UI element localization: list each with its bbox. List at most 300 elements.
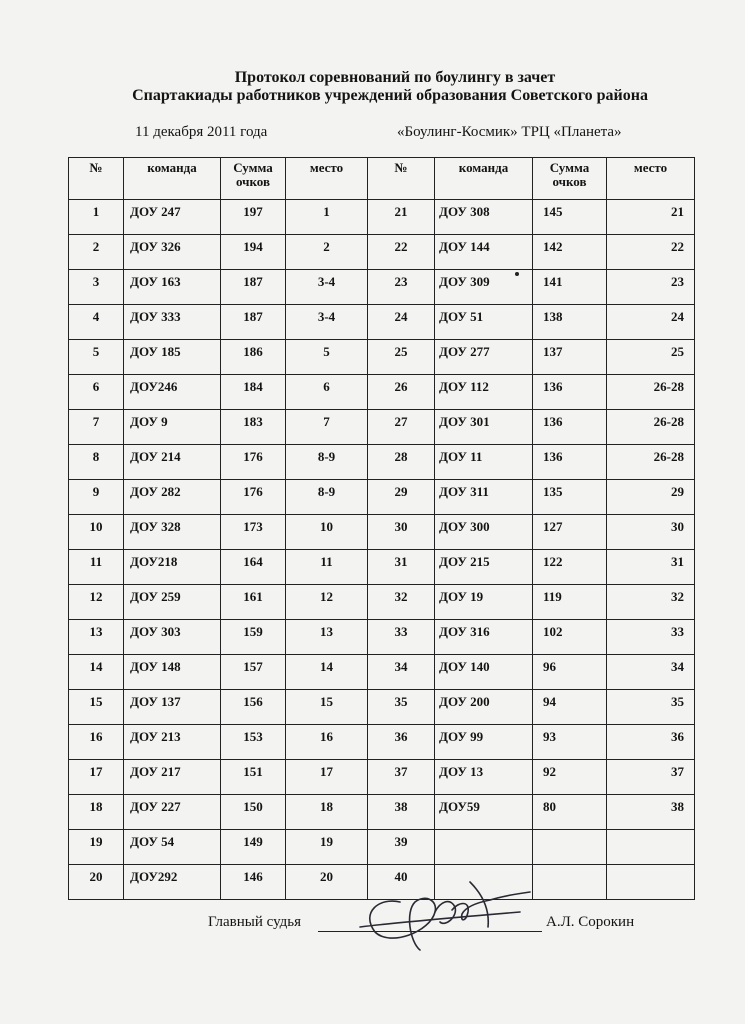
table-header-row <box>69 158 695 200</box>
team-score: 183 <box>243 414 263 429</box>
team-score: 176 <box>243 449 263 464</box>
row-number-2-cell <box>368 375 435 410</box>
team-place-2-cell <box>607 795 695 830</box>
team-score: 164 <box>243 554 263 569</box>
team-score-2-cell <box>533 515 607 550</box>
team-score-2: 80 <box>543 799 556 814</box>
team-name: ДОУ 214 <box>130 449 181 464</box>
team-name: ДОУ 282 <box>130 484 181 499</box>
header-number: № <box>69 158 124 200</box>
team-score: 187 <box>243 274 263 289</box>
row-number-cell <box>69 620 124 655</box>
table-row <box>69 375 695 410</box>
team-score-2-cell <box>533 445 607 480</box>
team-score-2: 135 <box>543 484 563 499</box>
team-score-2-cell <box>533 620 607 655</box>
team-place-cell <box>286 515 368 550</box>
row-number-cell <box>69 480 124 515</box>
team-place-2-cell <box>607 270 695 305</box>
team-place-2: 33 <box>671 624 684 639</box>
table-row <box>69 515 695 550</box>
team-place: 3-4 <box>317 309 336 324</box>
team-score-cell <box>221 690 286 725</box>
team-name: ДОУ 213 <box>130 729 181 744</box>
row-number-2: 23 <box>394 274 408 289</box>
team-score-2-cell <box>533 235 607 270</box>
row-number: 10 <box>89 519 103 534</box>
row-number: 19 <box>89 834 103 849</box>
team-name-cell <box>124 375 221 410</box>
team-name-2: ДОУ 200 <box>439 694 490 709</box>
team-place: 8-9 <box>317 484 336 499</box>
team-score-cell <box>221 445 286 480</box>
team-score-2: 137 <box>543 344 563 359</box>
table-row <box>69 410 695 445</box>
team-name: ДОУ 326 <box>130 239 181 254</box>
team-place-2: 36 <box>671 729 684 744</box>
row-number-2: 27 <box>394 414 408 429</box>
team-score-2 <box>533 830 606 834</box>
team-score-2 <box>533 865 606 869</box>
row-number: 6 <box>92 379 100 394</box>
team-name-2-cell <box>435 235 533 270</box>
team-place-2-cell <box>607 760 695 795</box>
team-score-2: 141 <box>543 274 563 289</box>
row-number-2: 28 <box>394 449 408 464</box>
team-score-2-cell <box>533 585 607 620</box>
team-place-2 <box>607 830 694 834</box>
row-number-cell <box>69 690 124 725</box>
team-place-2: 23 <box>671 274 684 289</box>
team-place-2: 22 <box>671 239 684 254</box>
team-score: 173 <box>243 519 263 534</box>
row-number-cell <box>69 865 124 900</box>
row-number-2-cell <box>368 340 435 375</box>
table-row <box>69 760 695 795</box>
team-name: ДОУ 328 <box>130 519 181 534</box>
team-score-cell <box>221 725 286 760</box>
row-number-2: 24 <box>394 309 408 324</box>
team-place-2: 26-28 <box>653 379 684 394</box>
team-place: 11 <box>320 554 333 569</box>
team-place-cell <box>286 410 368 445</box>
team-place: 8-9 <box>317 449 336 464</box>
team-name-cell <box>124 760 221 795</box>
team-place: 18 <box>320 799 333 814</box>
team-place: 1 <box>323 204 330 219</box>
table-row <box>69 480 695 515</box>
row-number-cell <box>69 235 124 270</box>
team-name-2: ДОУ 311 <box>439 484 489 499</box>
team-place-cell <box>286 830 368 865</box>
team-place-2-cell <box>607 690 695 725</box>
table-row <box>69 550 695 585</box>
team-score-2: 119 <box>543 589 562 604</box>
table-row <box>69 200 695 235</box>
team-place-2-cell <box>607 305 695 340</box>
team-name-cell <box>124 725 221 760</box>
team-score-2: 122 <box>543 554 563 569</box>
row-number: 18 <box>89 799 103 814</box>
team-score: 159 <box>243 624 263 639</box>
team-score-cell <box>221 795 286 830</box>
team-name-2: ДОУ 13 <box>439 764 484 779</box>
team-place-cell <box>286 200 368 235</box>
row-number-cell <box>69 200 124 235</box>
team-place: 14 <box>320 659 333 674</box>
row-number-2: 40 <box>394 869 408 884</box>
row-number-cell <box>69 270 124 305</box>
team-place-cell <box>286 620 368 655</box>
team-score-cell <box>221 410 286 445</box>
team-place-cell <box>286 270 368 305</box>
row-number-cell <box>69 725 124 760</box>
team-place: 13 <box>320 624 333 639</box>
table-row <box>69 585 695 620</box>
judge-name: А.Л. Сорокин <box>546 914 635 930</box>
team-score-2-cell <box>533 690 607 725</box>
team-name-2-cell <box>435 620 533 655</box>
team-score-2-cell <box>533 305 607 340</box>
row-number: 17 <box>89 764 103 779</box>
team-name-cell <box>124 200 221 235</box>
row-number: 15 <box>89 694 103 709</box>
row-number-2-cell <box>368 550 435 585</box>
team-name-2-cell <box>435 445 533 480</box>
team-place-cell <box>286 585 368 620</box>
team-score: 146 <box>243 869 263 884</box>
row-number-2-cell <box>368 760 435 795</box>
row-number-2: 36 <box>394 729 408 744</box>
team-score: 176 <box>243 484 263 499</box>
team-place: 2 <box>323 239 330 254</box>
team-score: 197 <box>243 204 263 219</box>
table-row <box>69 725 695 760</box>
row-number-2-cell <box>368 410 435 445</box>
team-name: ДОУ292 <box>130 869 178 884</box>
team-place-2: 25 <box>671 344 684 359</box>
event-venue: «Боулинг-Космик» ТРЦ «Планета» <box>397 124 622 140</box>
row-number: 2 <box>92 239 100 254</box>
team-place-2: 26-28 <box>653 449 684 464</box>
team-score-cell <box>221 270 286 305</box>
row-number-2: 25 <box>394 344 408 359</box>
header-team-2: команда <box>435 158 533 200</box>
team-name-2: ДОУ 11 <box>439 449 483 464</box>
row-number-2: 38 <box>394 799 408 814</box>
team-name: ДОУ246 <box>130 379 178 394</box>
team-score-2: 92 <box>543 764 556 779</box>
row-number-cell <box>69 340 124 375</box>
table-row <box>69 830 695 865</box>
row-number-2-cell <box>368 830 435 865</box>
team-score-2-cell <box>533 270 607 305</box>
team-place-2-cell <box>607 410 695 445</box>
row-number: 7 <box>92 414 100 429</box>
ink-speck <box>513 270 521 278</box>
row-number-cell <box>69 410 124 445</box>
team-name-cell <box>124 620 221 655</box>
team-score-2: 96 <box>543 659 556 674</box>
row-number: 20 <box>89 869 103 884</box>
row-number-cell <box>69 655 124 690</box>
team-place-2-cell <box>607 620 695 655</box>
row-number-cell <box>69 795 124 830</box>
team-name-2: ДОУ 144 <box>439 239 490 254</box>
team-place-2: 21 <box>671 204 684 219</box>
judge-signature-image <box>340 872 540 952</box>
team-name-2-cell <box>435 410 533 445</box>
row-number-2-cell <box>368 690 435 725</box>
team-place-cell <box>286 725 368 760</box>
row-number-cell <box>69 445 124 480</box>
row-number-2-cell <box>368 795 435 830</box>
team-name: ДОУ 163 <box>130 274 181 289</box>
team-score-2-cell <box>533 340 607 375</box>
team-name: ДОУ 148 <box>130 659 181 674</box>
team-score-cell <box>221 620 286 655</box>
row-number-2-cell <box>368 480 435 515</box>
team-name: ДОУ218 <box>130 554 178 569</box>
table-row <box>69 795 695 830</box>
team-name: ДОУ 333 <box>130 309 181 324</box>
event-date: 11 декабря 2011 года <box>135 124 268 140</box>
header-number-2: № <box>368 158 435 200</box>
team-name-2-cell <box>435 655 533 690</box>
team-score-2: 94 <box>543 694 556 709</box>
team-place: 15 <box>320 694 333 709</box>
team-score-cell <box>221 655 286 690</box>
team-place-cell <box>286 760 368 795</box>
row-number-cell <box>69 375 124 410</box>
team-place-2-cell <box>607 340 695 375</box>
team-name-2-cell <box>435 690 533 725</box>
team-score-2-cell <box>533 795 607 830</box>
judge-label: Главный судья <box>208 914 302 930</box>
row-number-2: 30 <box>394 519 408 534</box>
team-place-2: 31 <box>671 554 684 569</box>
team-place-cell <box>286 305 368 340</box>
team-name-2-cell <box>435 830 533 865</box>
team-name-2: ДОУ 215 <box>439 554 490 569</box>
team-score: 161 <box>243 589 263 604</box>
row-number-cell <box>69 305 124 340</box>
team-name-2: ДОУ 277 <box>439 344 490 359</box>
team-score: 157 <box>243 659 263 674</box>
team-name-2: ДОУ 300 <box>439 519 490 534</box>
team-score-2-cell <box>533 830 607 865</box>
row-number-cell <box>69 760 124 795</box>
team-place-cell <box>286 340 368 375</box>
team-place: 3-4 <box>317 274 336 289</box>
team-score-cell <box>221 585 286 620</box>
team-score-cell <box>221 305 286 340</box>
document-title-line2: Спартакиады работников учреждений образования Советского района <box>132 87 648 104</box>
team-place-2-cell <box>607 445 695 480</box>
team-name-2: ДОУ 301 <box>439 414 490 429</box>
header-place-2: место <box>607 158 695 200</box>
team-name-cell <box>124 410 221 445</box>
row-number-cell <box>69 550 124 585</box>
table-row <box>69 690 695 725</box>
team-score: 153 <box>243 729 263 744</box>
row-number: 14 <box>89 659 103 674</box>
table-row <box>69 620 695 655</box>
team-score-2-cell <box>533 480 607 515</box>
team-name: ДОУ 137 <box>130 694 181 709</box>
team-name-2-cell <box>435 550 533 585</box>
row-number-2: 37 <box>394 764 408 779</box>
row-number-2-cell <box>368 305 435 340</box>
row-number-2: 32 <box>394 589 408 604</box>
team-place-2: 32 <box>671 589 684 604</box>
team-place-cell <box>286 690 368 725</box>
row-number: 4 <box>92 309 100 324</box>
team-place: 5 <box>323 344 330 359</box>
team-name: ДОУ 247 <box>130 204 181 219</box>
table-row <box>69 235 695 270</box>
team-name-2: ДОУ 99 <box>439 729 484 744</box>
team-name-2: ДОУ 140 <box>439 659 490 674</box>
team-score-2-cell <box>533 865 607 900</box>
team-score: 150 <box>243 799 263 814</box>
team-place: 6 <box>323 379 330 394</box>
team-name-cell <box>124 830 221 865</box>
team-score-cell <box>221 375 286 410</box>
row-number: 12 <box>89 589 103 604</box>
team-place-2-cell <box>607 375 695 410</box>
row-number-2: 35 <box>394 694 408 709</box>
team-place-cell <box>286 375 368 410</box>
team-name: ДОУ 54 <box>130 834 175 849</box>
team-score-2-cell <box>533 725 607 760</box>
header-team: команда <box>124 158 221 200</box>
team-name: ДОУ 185 <box>130 344 181 359</box>
team-name: ДОУ 259 <box>130 589 181 604</box>
team-name-2-cell <box>435 760 533 795</box>
row-number-2-cell <box>368 235 435 270</box>
team-score-2: 136 <box>543 379 563 394</box>
team-name-2-cell <box>435 725 533 760</box>
team-place-2: 24 <box>671 309 684 324</box>
team-place-cell <box>286 480 368 515</box>
team-place-2-cell <box>607 865 695 900</box>
team-place-cell <box>286 795 368 830</box>
team-name-cell <box>124 235 221 270</box>
team-place-2: 35 <box>671 694 684 709</box>
table-row <box>69 655 695 690</box>
team-name-2: ДОУ 19 <box>439 589 484 604</box>
team-name-2: ДОУ 112 <box>439 379 489 394</box>
row-number-cell <box>69 585 124 620</box>
table-row <box>69 305 695 340</box>
team-score-2: 142 <box>543 239 563 254</box>
team-score-2-cell <box>533 655 607 690</box>
team-score-cell <box>221 200 286 235</box>
team-place: 12 <box>320 589 333 604</box>
team-score-2-cell <box>533 410 607 445</box>
row-number: 9 <box>92 484 100 499</box>
row-number-2: 21 <box>394 204 408 219</box>
row-number-2-cell <box>368 655 435 690</box>
team-score-2: 136 <box>543 414 563 429</box>
header-score-2: Сумма очков <box>533 158 607 200</box>
header-score: Сумма очков <box>221 158 286 200</box>
team-place-2-cell <box>607 550 695 585</box>
team-name: ДОУ 303 <box>130 624 181 639</box>
team-place-cell <box>286 445 368 480</box>
team-score: 194 <box>243 239 263 254</box>
team-place-2-cell <box>607 235 695 270</box>
team-name-cell <box>124 585 221 620</box>
team-place-2-cell <box>607 725 695 760</box>
team-name-cell <box>124 865 221 900</box>
team-place: 20 <box>320 869 333 884</box>
row-number-2: 29 <box>394 484 408 499</box>
team-place-2: 30 <box>671 519 684 534</box>
team-place-2-cell <box>607 200 695 235</box>
team-score: 151 <box>243 764 263 779</box>
table-row <box>69 340 695 375</box>
row-number: 8 <box>92 449 100 464</box>
team-name-cell <box>124 655 221 690</box>
team-score-2: 136 <box>543 449 563 464</box>
team-place-2: 37 <box>671 764 684 779</box>
team-score-cell <box>221 760 286 795</box>
team-place-2-cell <box>607 655 695 690</box>
row-number-cell <box>69 830 124 865</box>
row-number-2-cell <box>368 515 435 550</box>
team-score: 184 <box>243 379 263 394</box>
row-number-2-cell <box>368 585 435 620</box>
team-name-2: ДОУ 309 <box>439 274 490 289</box>
team-name-cell <box>124 305 221 340</box>
team-score-cell <box>221 830 286 865</box>
team-place-2-cell <box>607 830 695 865</box>
team-name-2: ДОУ 51 <box>439 309 484 324</box>
results-table <box>68 157 695 900</box>
team-score-cell <box>221 340 286 375</box>
team-name: ДОУ 227 <box>130 799 181 814</box>
team-name-2 <box>435 865 532 869</box>
team-name-cell <box>124 550 221 585</box>
table-row <box>69 445 695 480</box>
row-number: 16 <box>89 729 103 744</box>
team-name-cell <box>124 445 221 480</box>
team-score-cell <box>221 550 286 585</box>
row-number-cell <box>69 515 124 550</box>
team-place: 19 <box>320 834 333 849</box>
team-score: 186 <box>243 344 263 359</box>
row-number-2: 34 <box>394 659 408 674</box>
team-name: ДОУ 9 <box>130 414 168 429</box>
team-score-2: 127 <box>543 519 563 534</box>
team-place-2: 34 <box>671 659 684 674</box>
team-name-2-cell <box>435 200 533 235</box>
team-score-2-cell <box>533 760 607 795</box>
team-score-2-cell <box>533 550 607 585</box>
team-name-2: ДОУ 316 <box>439 624 490 639</box>
row-number-2: 26 <box>394 379 408 394</box>
team-name-cell <box>124 270 221 305</box>
row-number-2-cell <box>368 620 435 655</box>
team-place-cell <box>286 550 368 585</box>
team-score-2: 102 <box>543 624 563 639</box>
team-name-2-cell <box>435 795 533 830</box>
team-score: 156 <box>243 694 263 709</box>
row-number-2-cell <box>368 270 435 305</box>
row-number: 1 <box>92 204 100 219</box>
